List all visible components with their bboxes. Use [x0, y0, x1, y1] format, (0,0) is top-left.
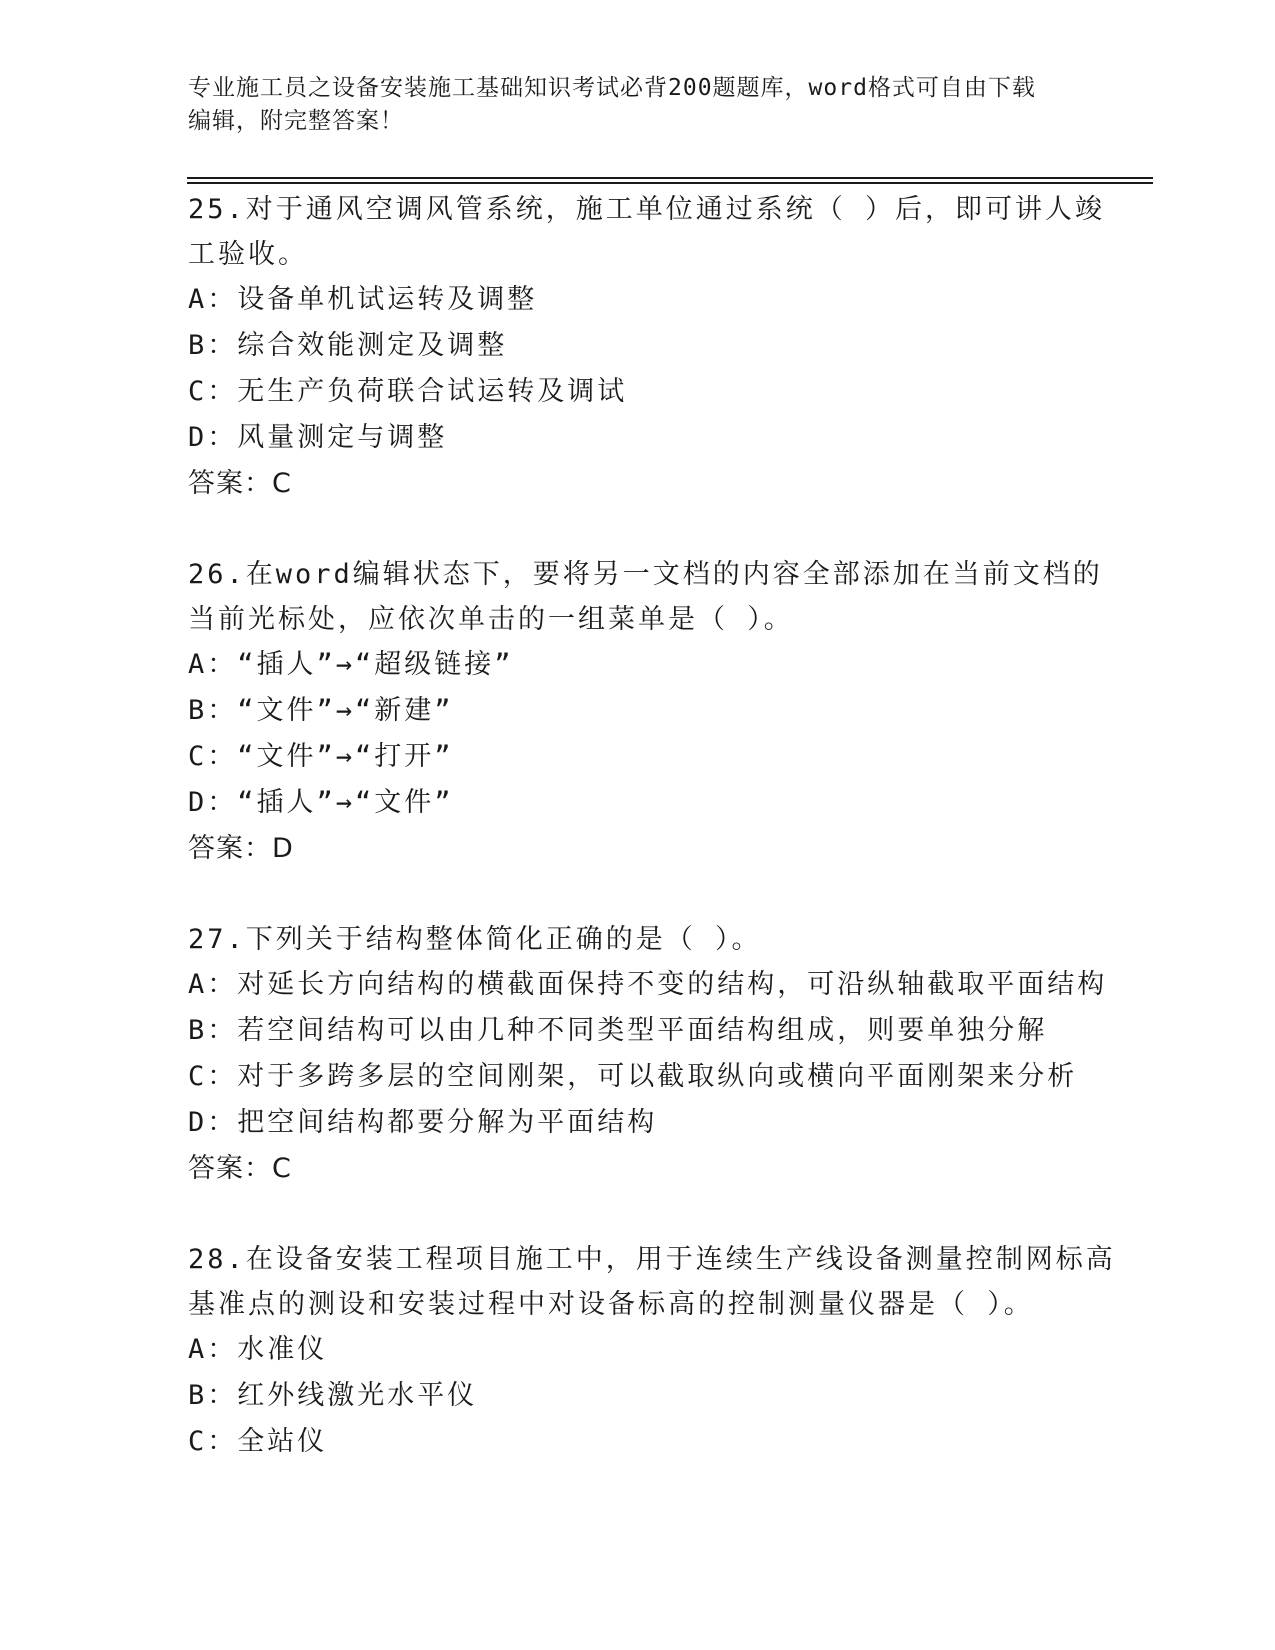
question-stem: [188, 917, 1088, 962]
question-stem-line: 27.下列关于结构整体简化正确的是（ ）。: [188, 924, 762, 955]
option-d: D：风量测定与调整: [188, 422, 448, 453]
header-divider-top: [187, 177, 1153, 179]
question-stem: [188, 1237, 1116, 1327]
question-stem-line: 28.在设备安装工程项目施工中，用于连续生产线设备测量控制网标高: [188, 1244, 1116, 1275]
option-b: B：红外线激光水平仪: [188, 1380, 478, 1411]
option-a: A：“插人”→“超级链接”: [188, 649, 514, 680]
option-d: D：把空间结构都要分解为平面结构: [188, 1107, 658, 1138]
header-line-1: 专业施工员之设备安装施工基础知识考试必背200题题库，word格式可自由下载: [188, 75, 1036, 101]
option-c: C：全站仪: [188, 1426, 328, 1457]
option-b: B：若空间结构可以由几种不同类型平面结构组成，则要单独分解: [188, 1015, 1048, 1046]
header-line-2: 编辑，附完整答案！: [188, 108, 404, 134]
option-b: B：综合效能测定及调整: [188, 330, 508, 361]
option-a: A：对延长方向结构的横截面保持不变的结构，可沿纵轴截取平面结构: [188, 969, 1108, 1000]
header-divider-bottom: [187, 182, 1153, 184]
question-26: [188, 552, 1103, 872]
question-stem: [188, 187, 1106, 277]
option-a: A：水准仪: [188, 1334, 328, 1365]
question-stem: [188, 552, 1103, 642]
question-stem-line: 基准点的测设和安装过程中对设备标高的控制测量仪器是（ ）。: [188, 1289, 1034, 1320]
question-stem-line: 当前光标处，应依次单击的一组菜单是（ ）。: [188, 604, 794, 635]
answer-line: 答案：D: [188, 833, 294, 864]
option-c: C：无生产负荷联合试运转及调试: [188, 376, 628, 407]
answer-line: 答案：C: [188, 468, 292, 499]
option-a: A：设备单机试运转及调整: [188, 284, 538, 315]
question-stem-line: 工验收。: [188, 239, 308, 270]
question-27: [188, 917, 1108, 1192]
document-header: [188, 72, 1088, 138]
question-28: [188, 1237, 1116, 1465]
question-stem-line: 25.对于通风空调风管系统，施工单位通过系统（ ）后，即可讲人竣: [188, 194, 1106, 225]
option-b: B：“文件”→“新建”: [188, 695, 454, 726]
question-list: [188, 187, 1116, 1465]
option-c: C：“文件”→“打开”: [188, 741, 454, 772]
option-d: D：“插人”→“文件”: [188, 787, 454, 818]
question-stem-line: 26.在word编辑状态下，要将另一文档的内容全部添加在当前文档的: [188, 559, 1103, 590]
option-c: C：对于多跨多层的空间刚架，可以截取纵向或横向平面刚架来分析: [188, 1061, 1078, 1092]
answer-line: 答案：C: [188, 1153, 292, 1184]
question-25: [188, 187, 1106, 507]
